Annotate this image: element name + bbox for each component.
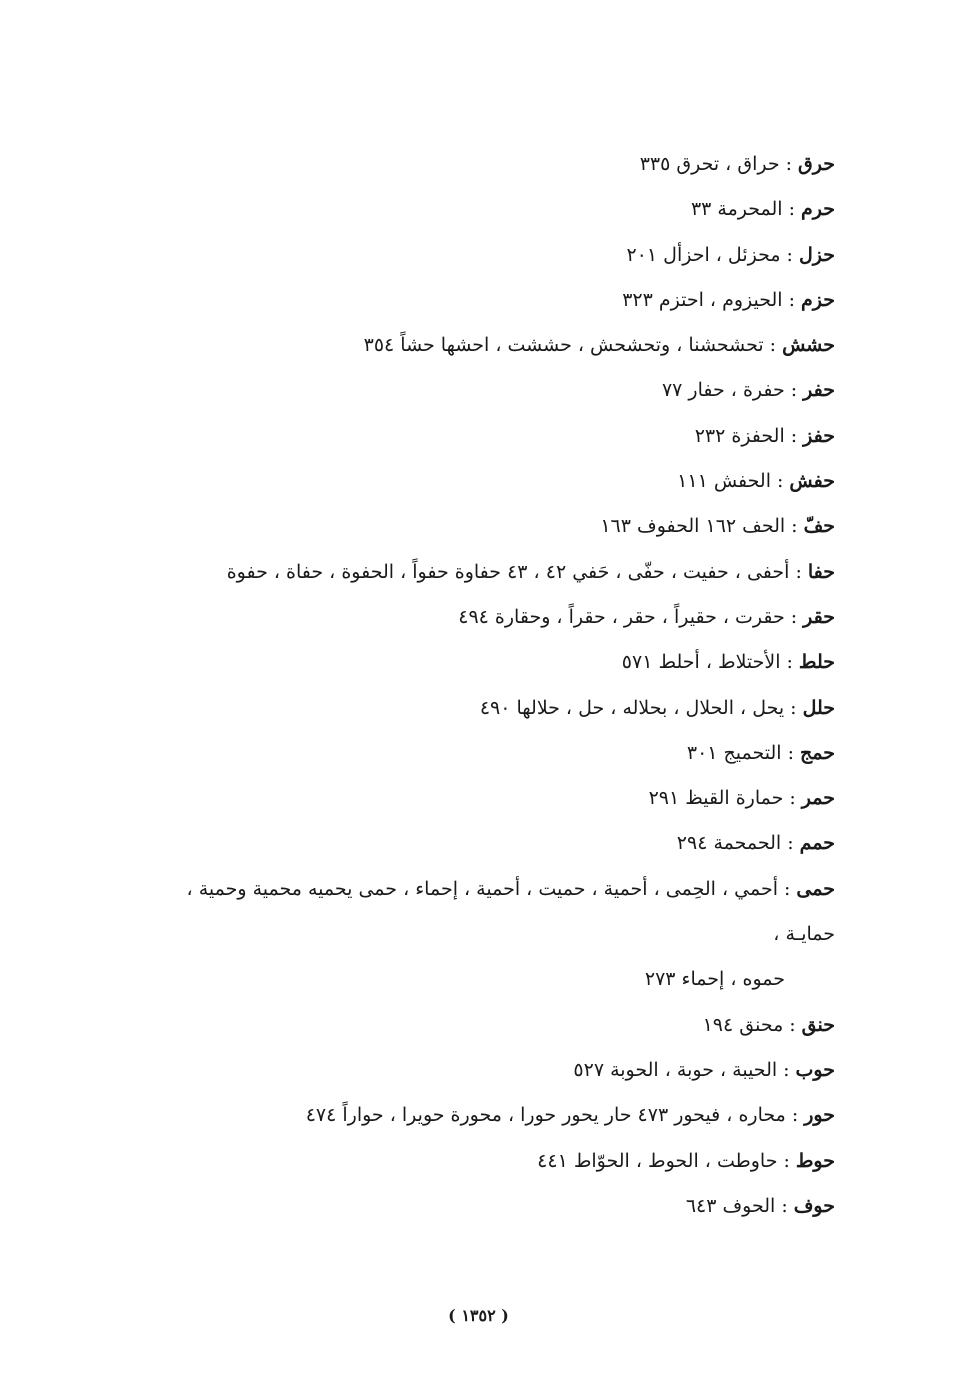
entry-separator: :	[787, 832, 794, 855]
index-entry	[135, 550, 835, 595]
entry-root: حفا	[807, 560, 835, 583]
entry-separator: :	[769, 334, 777, 357]
index-entry	[135, 414, 835, 459]
entry-text: محاره ، فيحور ٤٧٣ حار يحور حورا ، محورة حويرا ، حواراً ٤٧٤	[305, 1104, 786, 1127]
entry-separator: :	[786, 651, 793, 674]
index-entry	[135, 731, 835, 776]
entry-text: الأحتلاط ، أحلط ٥٧١	[621, 651, 781, 674]
index-entry	[135, 278, 835, 323]
entry-text: الحفش ١١١	[677, 470, 771, 493]
entry-root: حوط	[795, 1149, 835, 1172]
entry-separator: :	[783, 1149, 790, 1172]
entry-text: حفرة ، حفار ٧٧	[661, 379, 785, 402]
entry-separator: :	[795, 560, 802, 583]
entry-root: حمج	[800, 741, 835, 764]
entry-text: الحف ١٦٢ الحفوف ١٦٣	[600, 515, 786, 538]
index-entry	[135, 640, 835, 685]
index-entry	[135, 686, 835, 731]
entry-separator: :	[790, 379, 798, 402]
index-entry	[135, 1184, 835, 1229]
index-entry	[135, 187, 835, 232]
entry-separator: :	[787, 741, 794, 764]
entry-separator: :	[790, 696, 797, 719]
entry-separator: :	[777, 470, 784, 493]
entry-text: حقرت ، حقيراً ، حقر ، حقراً ، وحقارة ٤٩٤	[458, 605, 785, 628]
entry-root: حفش	[789, 470, 835, 493]
entry-root: حمى	[796, 877, 835, 900]
entry-root: حفر	[803, 379, 835, 402]
page-number: ( ١٣٥٢ )	[448, 1306, 509, 1325]
index-entry	[135, 595, 835, 640]
entry-text: التحميج ٣٠١	[686, 741, 782, 764]
entry-root: حمم	[799, 832, 835, 855]
entry-root: حفز	[803, 424, 835, 447]
entry-text: حراق ، تحرق ٣٣٥	[639, 153, 780, 175]
entry-text: الحيزوم ، احتزم ٣٢٣	[622, 288, 783, 311]
entry-root: حوب	[795, 1058, 835, 1081]
entry-separator: :	[790, 605, 798, 628]
index-entry	[135, 233, 835, 278]
entry-text: الحوف ٦٤٣	[685, 1194, 776, 1217]
entry-separator: :	[789, 1013, 796, 1036]
entry-separator: :	[791, 1104, 799, 1127]
index-entry	[135, 504, 835, 549]
entry-text: الحفزة ٢٣٢	[694, 424, 785, 447]
entry-root: حفّ	[803, 515, 835, 538]
entry-root: حنق	[801, 1013, 835, 1036]
entry-separator: :	[790, 424, 798, 447]
entry-root: حزل	[798, 243, 835, 266]
entry-text: يحل ، الحلال ، بحلاله ، حل ، حلالها ٤٩٠	[479, 696, 785, 719]
index-entry	[135, 867, 835, 1003]
entry-separator: :	[789, 787, 796, 810]
index-entry	[135, 142, 835, 187]
entry-root: حرم	[801, 198, 835, 221]
entry-text: محنق ١٩٤	[702, 1013, 784, 1036]
entry-root: حقر	[803, 605, 835, 628]
index-entry	[135, 1048, 835, 1093]
entry-text: تحشحشنا ، وتحشحش ، حششت ، احشها حشاً ٣٥٤	[363, 334, 764, 357]
entry-root: حور	[804, 1104, 835, 1127]
entry-separator: :	[788, 198, 795, 221]
entry-root: حشش	[782, 334, 835, 357]
entry-root: حلل	[802, 696, 835, 719]
index-entry	[135, 459, 835, 504]
index-entry	[135, 1003, 835, 1048]
index-entry	[135, 776, 835, 821]
entry-text: الحمحمة ٢٩٤	[676, 832, 782, 855]
entry-text: أحمي ، الحِمى ، أحمية ، حميت ، أحمية ، إحماء ، حمى يحميه محمية وحمية ، حمايـة ،	[186, 877, 835, 946]
entry-separator: :	[783, 1058, 790, 1081]
index-entry	[135, 368, 835, 413]
entry-text: الحيبة ، حوبة ، الحوبة ٥٢٧	[573, 1058, 778, 1081]
entry-separator: :	[791, 515, 798, 538]
entry-separator: :	[785, 153, 793, 175]
index-entries	[135, 142, 835, 1229]
entry-root: حزم	[801, 288, 835, 311]
entry-text: حاوطت ، الحوط ، الحوّاط ٤٤١	[537, 1149, 778, 1172]
entry-text: أحفى ، حفيت ، حفّى ، حَفي ٤٢ ، ٤٣ حفاوة حفواً ، الحفوة ، حفاة ، حفوة	[226, 560, 790, 583]
entry-root: حمر	[801, 787, 835, 810]
entry-text: محزئل ، احزأل ٢٠١	[626, 243, 781, 266]
entry-text: المحرمة ٣٣	[690, 198, 783, 221]
entry-root: حرق	[798, 153, 835, 175]
entry-separator: :	[781, 1194, 788, 1217]
entry-root: حوف	[793, 1194, 835, 1217]
index-entry	[135, 323, 835, 368]
entry-separator: :	[786, 243, 793, 266]
entry-continuation: حموه ، إحماء ٢٧٣	[644, 968, 785, 991]
entry-separator: :	[784, 877, 791, 900]
index-entry	[135, 821, 835, 866]
entry-separator: :	[788, 288, 795, 311]
index-entry	[135, 1093, 835, 1138]
entry-text: حمارة القيظ ٢٩١	[648, 787, 784, 810]
entry-root: حلط	[798, 651, 835, 674]
index-entry	[135, 1139, 835, 1184]
